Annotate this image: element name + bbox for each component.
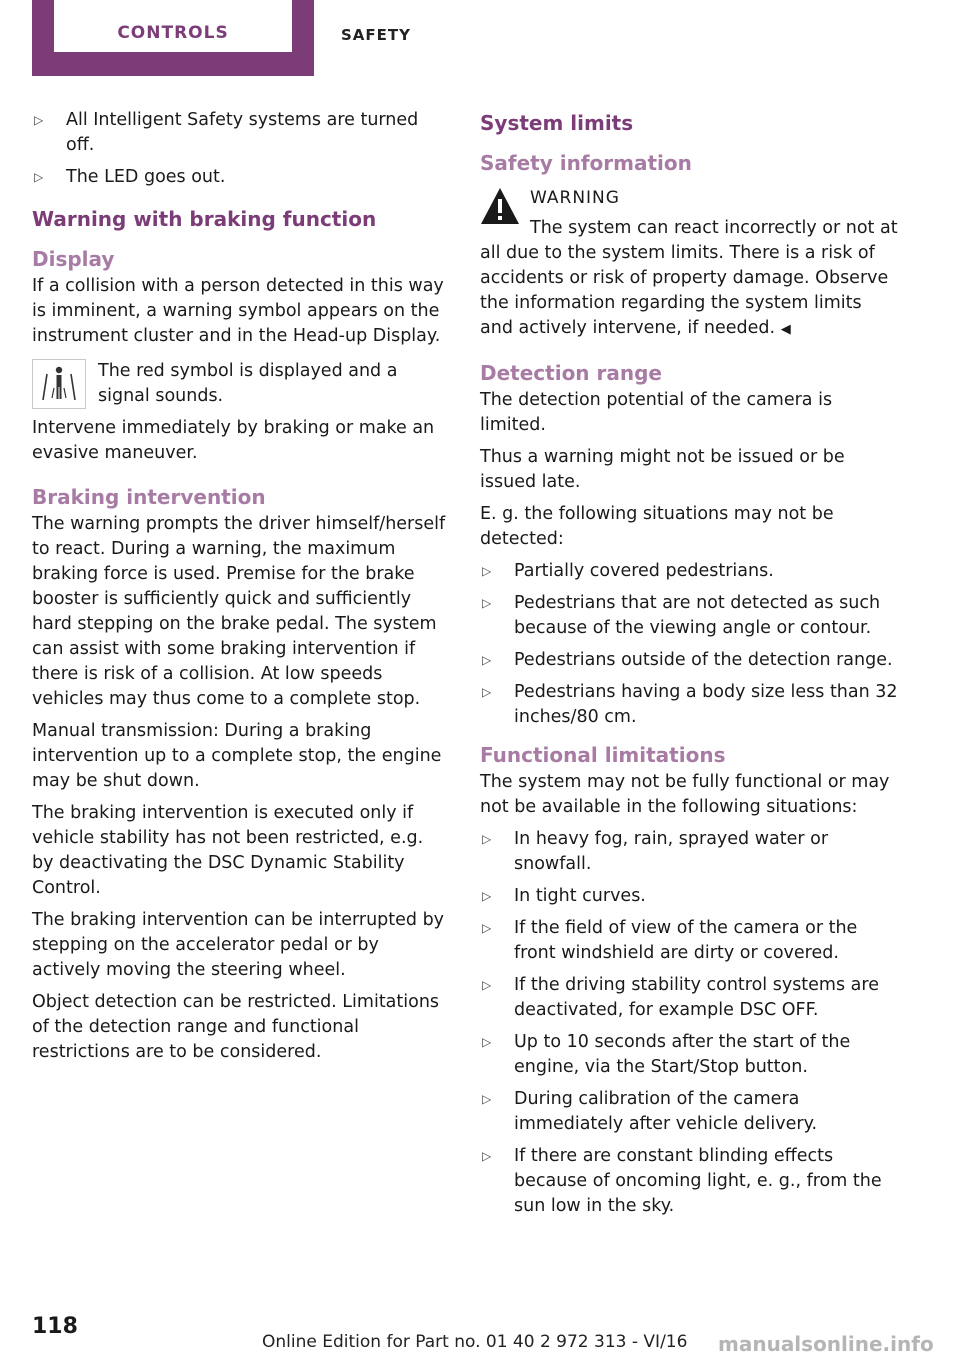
page-number: 118 [32,1314,78,1339]
display-text: If a collision with a person detected in this way is imminent, a warning symbol appears on the instrument cluster and in the Head-up Display. [32,276,444,346]
subheading-functional-limitations: Functional limitations [480,743,726,767]
list-item: ▷ Pedestrians having a body size less than 32 inches/80 cm. [482,682,898,727]
symbol-text: The red symbol is displayed and a signal sounds. [98,361,398,406]
bullet-icon: ▷ [482,596,492,610]
braking-paragraph-5: Object detection can be restricted. Limitations of the detection range and functional restrictions are to be considered. [32,992,440,1062]
braking-paragraph-2: Manual transmission: During a braking intervention up to a complete stop, the engine may be shut down. [32,721,442,791]
tab-controls-label: CONTROLS [54,0,292,52]
bullet-icon: ▷ [482,1149,492,1163]
list-item: ▷ Pedestrians that are not detected as such because of the viewing angle or contour. [482,593,881,638]
bullet-icon: ▷ [482,564,492,578]
warning-block [480,186,900,342]
braking-paragraph-4: The braking intervention can be interrupted by stepping on the accelerator pedal or by actively moving the steering wheel. [32,910,445,980]
list-item: ▷ During calibration of the camera immediately after vehicle delivery. [482,1089,818,1134]
bullet-icon: ▷ [482,921,492,935]
status-list [32,108,450,190]
detection-paragraph-2: Thus a warning might not be issued or be issued late. [480,447,845,492]
list-item: ▷ Up to 10 seconds after the start of the engine, via the Start/Stop button. [482,1032,851,1077]
subheading-display: Display [32,247,115,271]
list-item: ▷ Partially covered pedestrians. [480,559,900,584]
symbol-block [32,359,450,466]
list-item: ▷ If the field of view of the camera or the front windshield are dirty or covered. [482,918,858,963]
detection-paragraph-3: E. g. the following situations may not be detected: [480,504,834,549]
bullet-icon: ▷ [482,889,492,903]
list-item: ▷ Pedestrians outside of the detection range. [480,648,900,673]
warning-triangle-icon [480,186,520,226]
heading-system-limits: System limits [480,111,634,135]
bullet-icon: ▷ [482,832,492,846]
tab-controls[interactable] [32,0,314,76]
warning-text: The system can react incorrectly or not at all due to the system limits. There is a risk of accidents or risk of property damage. Observe the information regarding the system limits and actively intervene, if needed. ◀ [480,218,898,338]
detection-paragraph-1: The detection potential of the camera is limited. [480,390,833,435]
bullet-icon: ▷ [34,113,44,127]
list-item: ▷ The LED goes out. [32,165,450,190]
intervene-text: Intervene immediately by braking or make an evasive maneuver. [32,418,435,463]
subheading-safety-information: Safety information [480,151,692,175]
list-item: ▷ In tight curves. [480,884,900,909]
bullet-icon: ▷ [482,978,492,992]
list-item: ▷ All Intelligent Safety systems are turned off. [34,110,419,155]
bullet-icon: ▷ [482,685,492,699]
right-column [480,108,900,1226]
bullet-icon: ▷ [482,1035,492,1049]
functional-list [480,827,900,1219]
functional-paragraph-1: The system may not be fully functional or may not be available in the following situations: [480,772,890,817]
watermark: manualsonline.info [718,1332,934,1356]
tab-safety[interactable]: SAFETY [341,26,411,44]
subheading-braking: Braking intervention [32,485,266,509]
end-mark-icon: ◀ [780,322,791,337]
edition-footer: Online Edition for Part no. 01 40 2 972 313 - VI/16 [262,1332,688,1352]
heading-warning-braking: Warning with braking function [32,207,377,231]
warning-title: WARNING [530,188,620,208]
subheading-detection-range: Detection range [480,361,662,385]
list-item: ▷ If the driving stability control systems are deactivated, for example DSC OFF. [482,975,879,1020]
bullet-icon: ▷ [482,653,492,667]
braking-paragraph-1: The warning prompts the driver himself/herself to react. During a warning, the maximum braking force is used. Premise for the brake booster is sufficiently quick and sufficiently hard stepping on the brake pedal. The system can assist with some braking intervention if there is risk of a collision. At low speeds vehicles may thus come to a complete stop. [32,514,446,709]
pedestrian-warning-icon [32,359,86,409]
list-item: ▷ If there are constant blinding effects because of oncoming light, e. g., from the sun low in the sky. [482,1146,882,1216]
list-item: ▷ In heavy fog, rain, sprayed water or snowfall. [482,829,829,874]
bullet-icon: ▷ [34,170,44,184]
bullet-icon: ▷ [482,1092,492,1106]
detection-list [480,559,900,730]
braking-paragraph-3: The braking intervention is executed only if vehicle stability has not been restricted, e.g. by deactivating the DSC Dynamic Stability Control. [32,803,424,898]
left-column [32,108,450,1072]
